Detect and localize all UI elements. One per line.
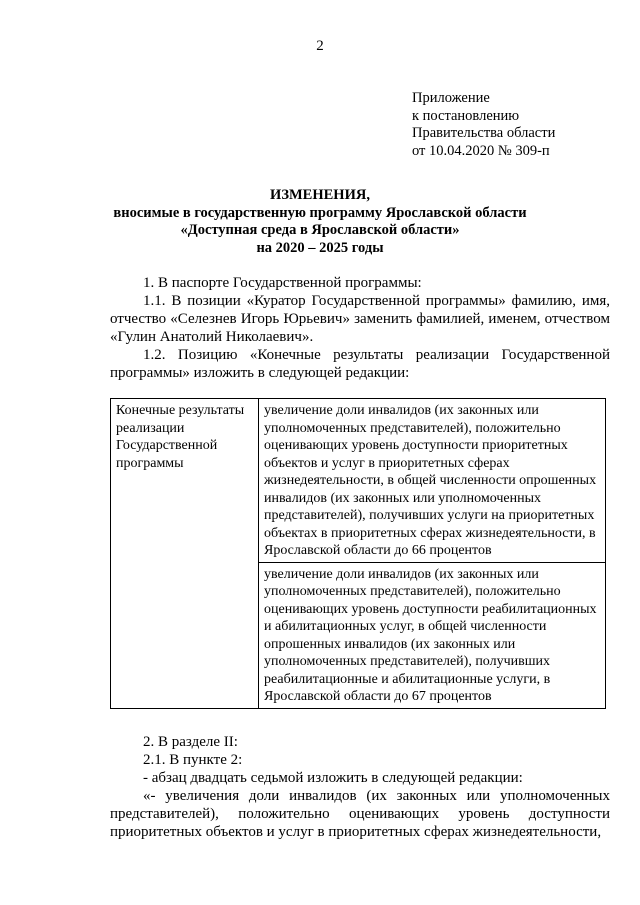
appendix-block — [412, 90, 555, 160]
appendix-line-1: Приложение — [412, 90, 490, 106]
table-value-cell-1: увеличение доли инвалидов (их законных или уполномоченных представителей), положительно оценивающих уровень доступности приоритетных объектов и услуг в приоритетных сферах жизнедеятельности, в общей численности опрошенных инвалидов (их законных или уполномоченных представителей), получивших услуги на приоритетных объектах в приоритетных сферах жизнедеятельности, в Ярославской области до 66 процентов — [259, 399, 606, 563]
table-label-cell: Конечные результаты реализации Государственной программы — [111, 399, 259, 709]
table-row — [111, 399, 606, 563]
title-line-2: вносимые в государственную программу Ярославской области — [113, 204, 527, 221]
paragraph-1: 1. В паспорте Государственной программы: — [143, 275, 422, 291]
results-table — [110, 398, 606, 709]
section-2 — [110, 733, 610, 841]
paragraph-2-1: 2.1. В пункте 2: — [143, 752, 243, 768]
title-line-4: на 2020 – 2025 годы — [256, 239, 384, 256]
title-line-1: ИЗМЕНЕНИЯ, — [270, 187, 370, 203]
document-title — [0, 187, 640, 257]
paragraph-quote: «- увеличения доли инвалидов (их законных или уполномоченных представителей), положительно оценивающих уровень доступности приоритетных объектов и услуг в приоритетных сферах жизнедеятельности, — [110, 788, 610, 840]
paragraph-2: 2. В разделе II: — [143, 734, 238, 750]
table-value-cell-2: увеличение доли инвалидов (их законных или уполномоченных представителей), положительно оценивающих уровень доступности реабилитационных и абилитационных услуг, в общей численности опрошенных инвалидов (их законных или уполномоченных представителей), получивших реабилитационные и абилитационные услуги, в Ярославской области до 67 процентов — [259, 562, 606, 708]
title-line-3: «Доступная среда в Ярославской области» — [180, 222, 460, 238]
paragraph-1-2: 1.2. Позицию «Конечные результаты реализации Государственной программы» изложить в следующей редакции: — [110, 347, 610, 381]
appendix-line-2: к постановлению — [412, 107, 520, 124]
paragraph-1-1: 1.1. В позиции «Куратор Государственной программы» фамилию, имя, отчество «Селезнев Игорь Юрьевич» заменить фамилией, именем, отчеством «Гулин Анатолий Николаевич». — [110, 293, 610, 345]
appendix-line-3: Правительства области — [412, 125, 556, 141]
page-number: 2 — [316, 38, 324, 54]
paragraph-bullet: - абзац двадцать седьмой изложить в следующей редакции: — [143, 770, 523, 786]
appendix-line-4: от 10.04.2020 № 309-п — [412, 142, 550, 159]
section-1 — [110, 274, 610, 382]
